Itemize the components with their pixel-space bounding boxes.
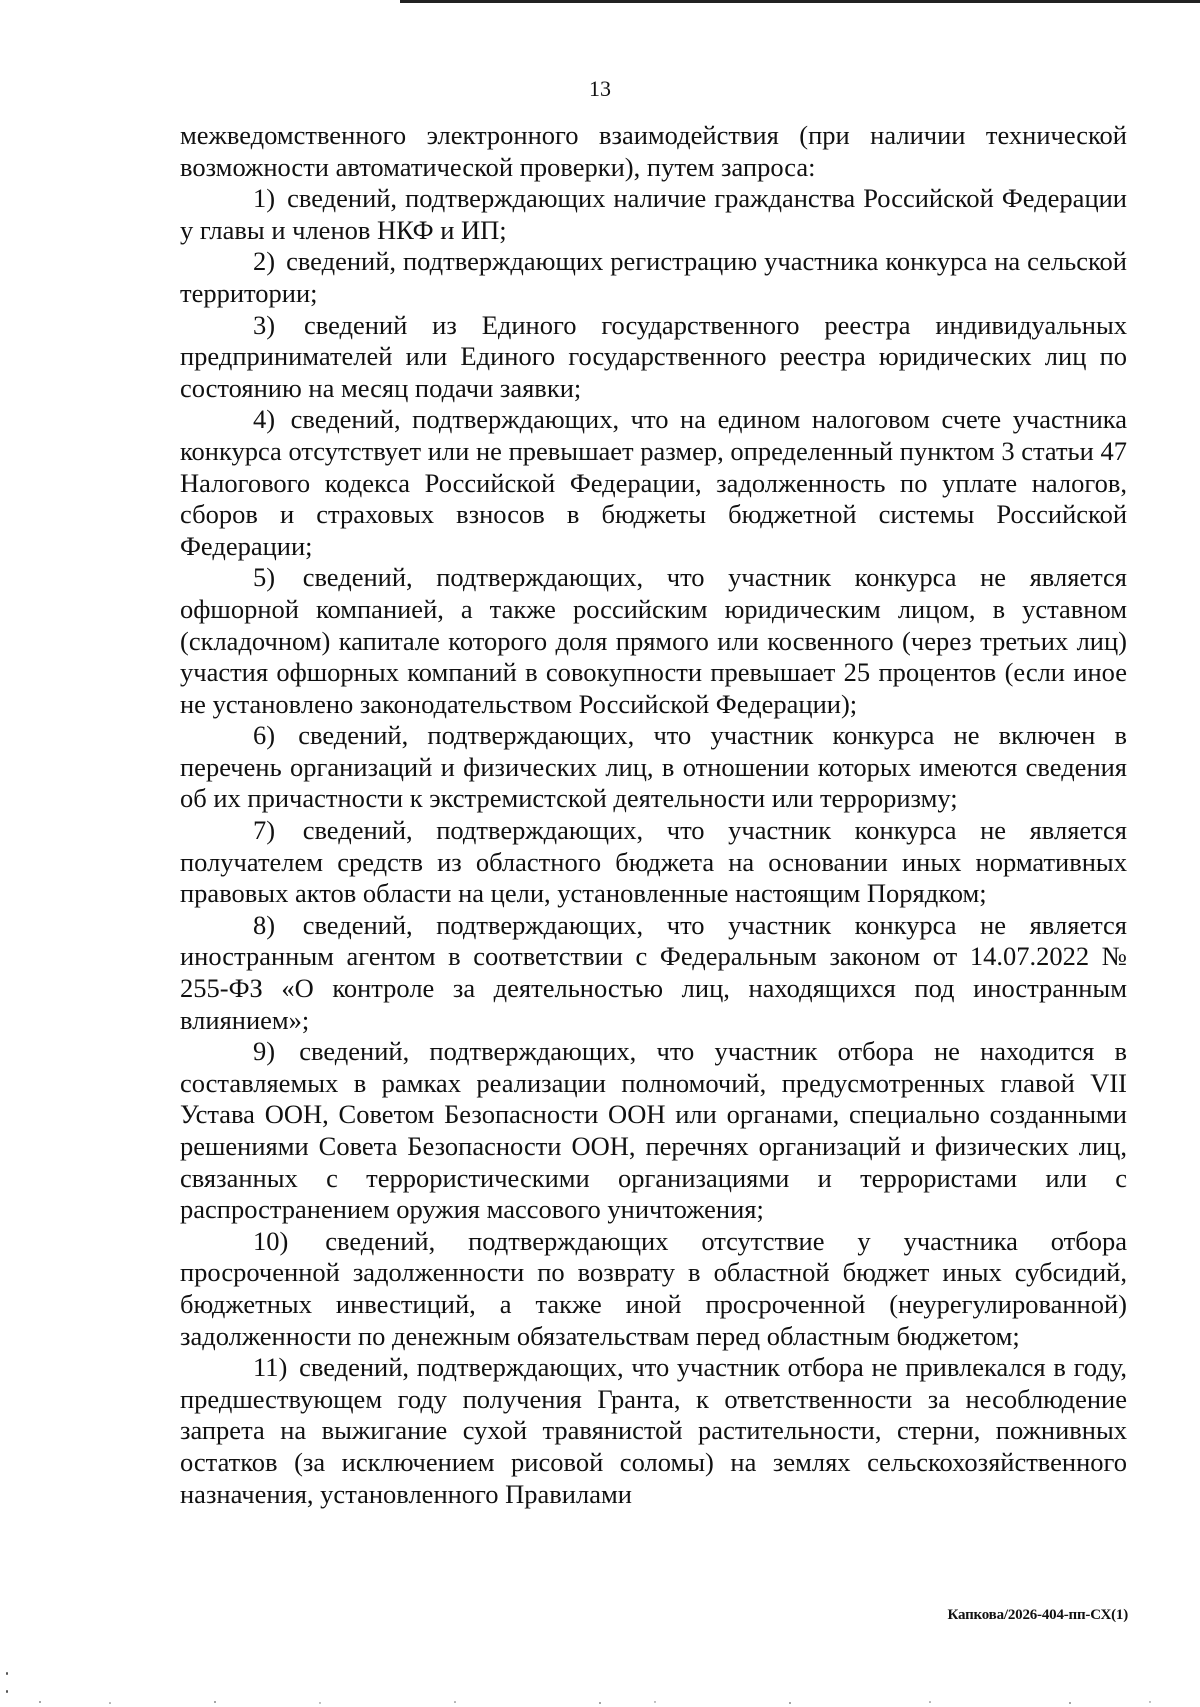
list-item-number: 10) xyxy=(253,1225,289,1256)
document-body xyxy=(180,120,1127,1510)
list-item-number: 3) xyxy=(253,309,276,340)
list-item xyxy=(180,404,1127,562)
list-item-number: 7) xyxy=(253,815,276,846)
list-item-number: 2) xyxy=(253,246,276,277)
list-item xyxy=(180,910,1127,1036)
list-item-text: сведений, подтверждающих, что участник отбора не привлекался в году, предшествующем году получения Гранта, к ответственности за несоблюдение запрета на выжигание сухой травянистой растительности, стерни, пожнивных остатков (за исключением рисовой соломы) на землях сельскохозяйственного назначения, установленного Правилами xyxy=(180,1352,1127,1509)
list-item xyxy=(180,183,1127,246)
list-item-text: сведений, подтверждающих отсутствие у участника отбора просроченной задолженности по возврату в областной бюджет иных субсидий, бюджетных инвестиций, а также иной просроченной (неурегулированной) задолженности по денежным обязательствам перед областным бюджетом; xyxy=(180,1225,1127,1351)
list-item-number: 9) xyxy=(253,1036,276,1067)
list-item-text: сведений, подтверждающих, что на едином налоговом счете участника конкурса отсутствует или не превышает размер, определенный пунктом 3 статьи 47 Налогового кодекса Российской Федерации, задолженность по уплате налогов, сборов и страховых взносов в бюджеты бюджетной системы Российской Федерации; xyxy=(180,404,1127,561)
list-item xyxy=(180,815,1127,910)
top-scan-border xyxy=(400,0,1200,3)
list-item xyxy=(180,1352,1127,1510)
page-number: 13 xyxy=(589,76,611,101)
document-registration-code: Капкова/2026-404-пп-СХ(1) xyxy=(947,1607,1128,1623)
scan-noise-strip xyxy=(0,1695,1200,1707)
list-item-text: сведений, подтверждающих, что участник конкурса не является офшорной компанией, а также российским юридическим лицом, в уставном (складочном) капитале которого доля прямого или косвенного (через третьих лиц) участия офшорных компаний в совокупности превышает 25 процентов (если иное не установлено законодательством Российской Федерации); xyxy=(180,562,1128,719)
list-item-number: 1) xyxy=(253,183,276,214)
list-item-text: сведений, подтверждающих, что участник конкурса не является иностранным агентом в соответствии с Федеральным законом от 14.07.2022 № 255-ФЗ «О контроле за деятельностью лиц, находящихся под иностранным влиянием»; xyxy=(180,909,1128,1035)
list-item-number: 8) xyxy=(253,909,276,940)
intro-paragraph: межведомственного электронного взаимодействия (при наличии технической возможности автоматической проверки), путем запроса: xyxy=(180,120,1127,182)
list-item xyxy=(180,720,1127,815)
list-item-text: сведений из Единого государственного реестра индивидуальных предпринимателей или Единого государственного реестра юридических лиц по состоянию на месяц подачи заявки; xyxy=(180,309,1127,403)
list-item xyxy=(180,310,1127,405)
list-item-number: 11) xyxy=(253,1352,288,1383)
scan-speck xyxy=(6,1690,8,1693)
list-item-text: сведений, подтверждающих, что участник конкурса не является получателем средств из областного бюджета на основании иных нормативных правовых актов области на цели, установленные настоящим Порядком; xyxy=(180,815,1128,909)
list-item-text: сведений, подтверждающих наличие гражданства Российской Федерации у главы и членов НКФ и ИП; xyxy=(180,183,1127,245)
scan-speck xyxy=(6,1672,8,1675)
list-item-text: сведений, подтверждающих, что участник конкурса не включен в перечень организаций и физических лиц, в отношении которых имеются сведения об их причастности к экстремистской деятельности или терроризму; xyxy=(180,720,1128,814)
list-item xyxy=(180,1036,1127,1226)
list-item xyxy=(180,562,1127,720)
list-item-number: 6) xyxy=(253,720,276,751)
list-item-text: сведений, подтверждающих регистрацию участника конкурса на сельской территории; xyxy=(180,246,1127,308)
list-item-number: 4) xyxy=(253,404,276,435)
list-item-text: сведений, подтверждающих, что участник отбора не находится в составляемых в рамках реализации полномочий, предусмотренных главой VII Устава ООН, Советом Безопасности ООН или органами, специально созданными решениями Совета Безопасности ООН, перечнях организаций и физических лиц, связанных с террористическими организациями и террористами или с распространением оружия массового уничтожения; xyxy=(180,1036,1128,1225)
list-item xyxy=(180,246,1127,309)
list-item xyxy=(180,1226,1127,1352)
list-item-number: 5) xyxy=(253,562,276,593)
